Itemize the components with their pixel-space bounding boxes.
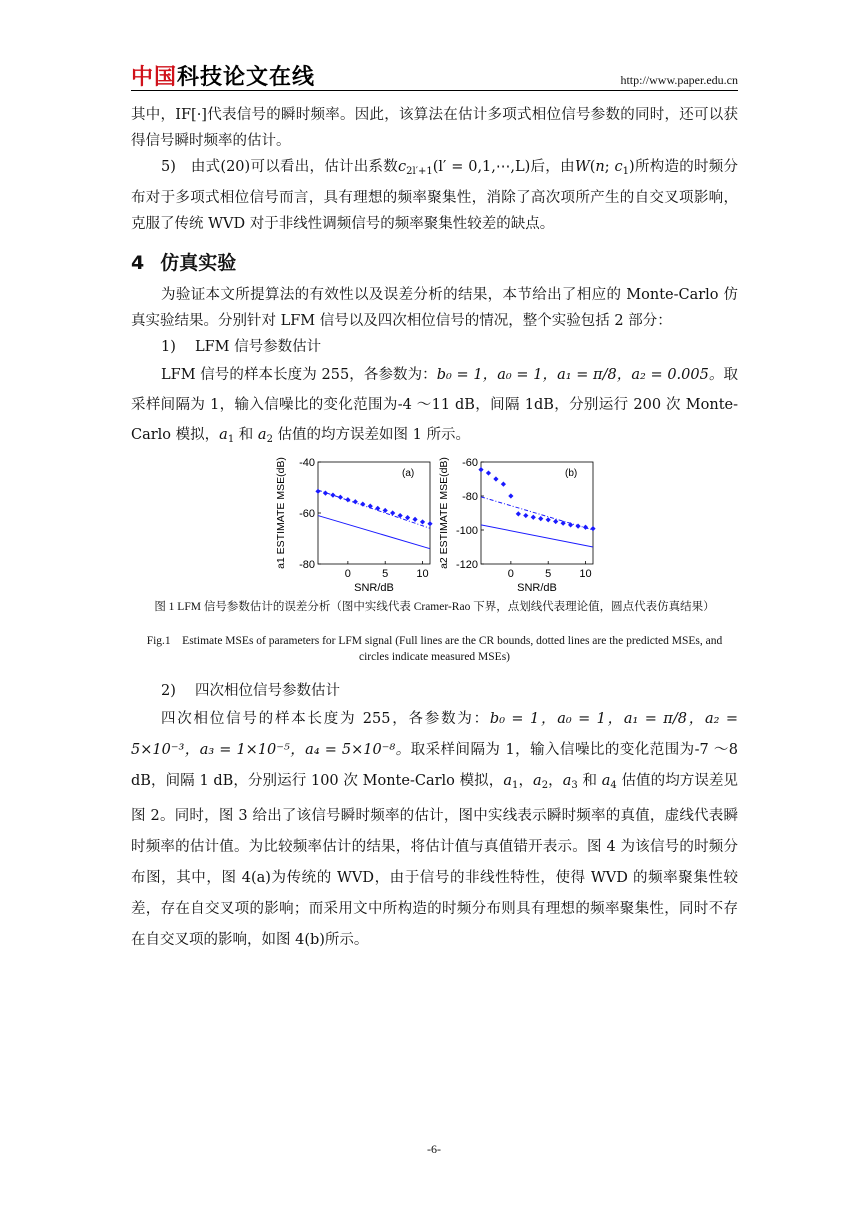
y-tick-label: -60	[299, 508, 315, 520]
y-tick-label: -60	[462, 457, 478, 469]
measured-point	[590, 526, 595, 531]
y-tick-label: -100	[455, 525, 478, 537]
part2-text-b: 取采样间隔为 1，输入信噪比的变化范围为-7 ～8 dB，间隔 1 dB，分别运行 100 次 Monte-Carlo 模拟，	[131, 742, 739, 789]
measured-point	[546, 517, 551, 522]
measured-point	[315, 489, 320, 494]
part2-text-c: 估值的均方误差见图 2。同时，图 3 给出了该信号瞬时频率的估计，图中实线表示瞬时频率的真值，虚线代表瞬时频率的估计值。为比较频率估计的结果，将估计值与真值错开表示。图 4 为该信号的时频分布图，其中，图 4(a)为传统的 WVD，由于信号的非线性特性，使得 WVD 的频率聚集性较差，存在自交叉项的影响；而采用文中所构造的时频分布则具有理想的频率聚集性，同时不存在自交叉项的影响，如图 4(b)所示。	[131, 773, 739, 948]
measured-point	[405, 515, 410, 520]
section-para2: LFM 信号的样本长度为 255，各参数为：b₀ = 1，a₀ = 1，a₁ = π/8，a₂ = 0.005。取采样间隔为 1，输入信噪比的变化范围为-4 ～11 dB，间隔 1dB，分别运行 200 次 Monte-Carlo 模拟，$a_1$ 和 $a_2$ 估值的均方误差如图 1 所示。	[131, 367, 738, 445]
figure-1-caption-en: Fig.1 Estimate MSEs of parameters for LFM signal (Full lines are the CR bounds, dotted lines are the predicted MSEs, and circles indicate measured MSEs)	[146, 635, 723, 663]
section-body	[131, 282, 738, 455]
chart-panel-2	[438, 457, 596, 594]
coef-symbol: c	[398, 159, 407, 175]
x-tick-label: 5	[382, 568, 389, 580]
section-number: 4	[131, 252, 145, 274]
para2-text-a: LFM 信号的样本长度为 255，各参数为：	[161, 367, 437, 383]
logo-black-text: 科技论文在线	[177, 65, 316, 90]
measured-point	[478, 467, 483, 472]
measured-point	[538, 516, 543, 521]
measured-point	[427, 521, 432, 526]
measured-point	[531, 515, 536, 520]
y-tick-label: -80	[462, 491, 478, 503]
y-axis-label: a1 ESTIMATE MSE(dB)	[275, 457, 287, 569]
a1-symbol: a	[219, 427, 228, 443]
para2-text-b: 取采样间隔为 1，输入信噪比的变化范围为-4 ～11 dB，间隔 1dB，分别运行 200 次 Monte-Carlo 模拟，	[131, 367, 738, 443]
part2-para: 四次相位信号的样本长度为 255，各参数为：b₀ = 1，a₀ = 1，a₁ = π/8，a₂ = 5×10⁻³，a₃ = 1×10⁻⁵，a₄ = 5×10⁻⁸。取采样间隔为 1，输入信噪比的变化范围为-7 ～8 dB，间隔 1 dB，分别运行 100 次 Monte-Carlo 模拟，$a_1$，$a_2$，$a_3$ 和 $a_4$ 估值的均方误差见图 2。同时，图 3 给出了该信号瞬时频率的估计，图中实线表示瞬时频率的真值，虚线代表瞬时频率的估计值。为比较频率估计的结果，将估计值与真值错开表示。图 4 为该信号的时频分布图，其中，图 4(a)为传统的 WVD，由于信号的非线性特性，使得 WVD 的频率聚集性较差，存在自交叉项的影响；而采用文中所构造的时频分布则具有理想的频率聚集性，同时不存在自交叉项的影响，如图 4(b)所示。	[131, 711, 739, 948]
item5-text-c: 所构造的时频分布对于多项式相位信号而言，具有理想的频率聚集性，消除了高次项所产生的自交叉项影响，克服了传统 WVD 对于非线性调频信号的频率聚集性较差的缺点。	[131, 159, 739, 232]
crb-line	[318, 516, 430, 549]
part2-body	[131, 678, 738, 956]
y-tick-label: -40	[299, 457, 315, 469]
panel-label: (a)	[402, 468, 415, 479]
logo-red-text: 中国	[131, 65, 178, 90]
item5-block	[131, 154, 738, 237]
list-item-1: 1) LFM 信号参数估计	[161, 339, 322, 355]
x-axis-label: SNR/dB	[354, 582, 394, 594]
x-tick-label: 5	[545, 568, 552, 580]
crb-line	[481, 525, 593, 547]
tf-symbol: W	[574, 159, 590, 175]
measured-point	[390, 510, 395, 515]
measured-point	[523, 513, 528, 518]
coef-subscript: 2l′+1	[406, 166, 433, 177]
item5-paragraph: 5) 由式(20)可以看出，估计出系数$c_{2l'+1}(l'$ = 0,1,⋯,L)后，由W(n; $c_1$)所构造的时频分布对于多项式相位信号而言，具有理想的频率聚集性，消除了高次项所产生的自交叉项影响，克服了传统 WVD 对于非线性调频信号的频率聚集性较差的缺点。	[131, 159, 739, 232]
figure-1	[272, 444, 602, 596]
x-axis-label: SNR/dB	[517, 582, 557, 594]
figure-1-svg	[272, 444, 602, 596]
measured-point	[516, 511, 521, 516]
list-item-2: 2) 四次相位信号参数估计	[161, 683, 340, 699]
chart-panel-1	[275, 457, 433, 594]
figure-1-caption-cn: 图 1 LFM 信号参数估计的误差分析（图中实线代表 Cramer-Rao 下界，点划线代表理论值，圆点代表仿真结果）	[154, 601, 715, 613]
item5-text-a: 5) 由式(20)可以看出，估计出系数	[161, 159, 399, 175]
measured-point	[553, 519, 558, 524]
y-tick-label: -80	[299, 559, 315, 571]
measured-point	[412, 517, 417, 522]
measured-point	[508, 493, 513, 498]
para2-text-c: 估值的均方误差如图 1 所示。	[277, 427, 470, 443]
x-tick-label: 10	[579, 568, 592, 580]
a2-symbol: a	[257, 427, 267, 443]
measured-point	[493, 476, 498, 481]
header-rule	[131, 90, 738, 91]
header-url[interactable]: http://www.paper.edu.cn	[620, 73, 738, 87]
y-axis-label: a2 ESTIMATE MSE(dB)	[438, 457, 450, 569]
part2-params2: a₃ = 1×10⁻⁵，a₄ = 5×10⁻⁸。	[199, 742, 411, 758]
item5-text-b: (l′ = 0,1,⋯,L)后，由	[432, 159, 575, 175]
x-tick-label: 10	[416, 568, 429, 580]
header-logo	[131, 60, 315, 91]
intro-block	[131, 102, 738, 154]
section-para1: 为验证本文所提算法的有效性以及误差分析的结果，本节给出了相应的 Monte-Carlo 仿真实验结果。分别针对 LFM 信号以及四次相位信号的情况，整个实验包括 2 部分：	[131, 287, 738, 329]
measured-point	[486, 470, 491, 475]
measured-point	[420, 519, 425, 524]
section-title: 仿真实验	[160, 252, 237, 274]
intro-line: 其中，IF[·]代表信号的瞬时频率。因此，该算法在估计多项式相位信号参数的同时，还可以获得信号瞬时频率的估计。	[131, 107, 738, 149]
part2-params1: b₀ = 1，a₀ = 1，a₁ = π/8，a₂ = 5×10⁻³，	[131, 711, 738, 758]
measured-point	[360, 501, 365, 506]
predicted-line	[481, 497, 593, 530]
section-heading	[131, 248, 236, 275]
para2-params: b₀ = 1，a₀ = 1，a₁ = π/8，a₂ = 0.005。	[436, 367, 724, 383]
part2-text-a: 四次相位信号的样本长度为 255，各参数为：	[161, 711, 490, 727]
x-tick-label: 0	[507, 568, 514, 580]
measured-point	[501, 482, 506, 487]
x-tick-label: 0	[344, 568, 351, 580]
y-tick-label: -120	[455, 559, 478, 571]
page-number: -6-	[427, 1142, 441, 1156]
panel-label: (b)	[565, 468, 578, 479]
